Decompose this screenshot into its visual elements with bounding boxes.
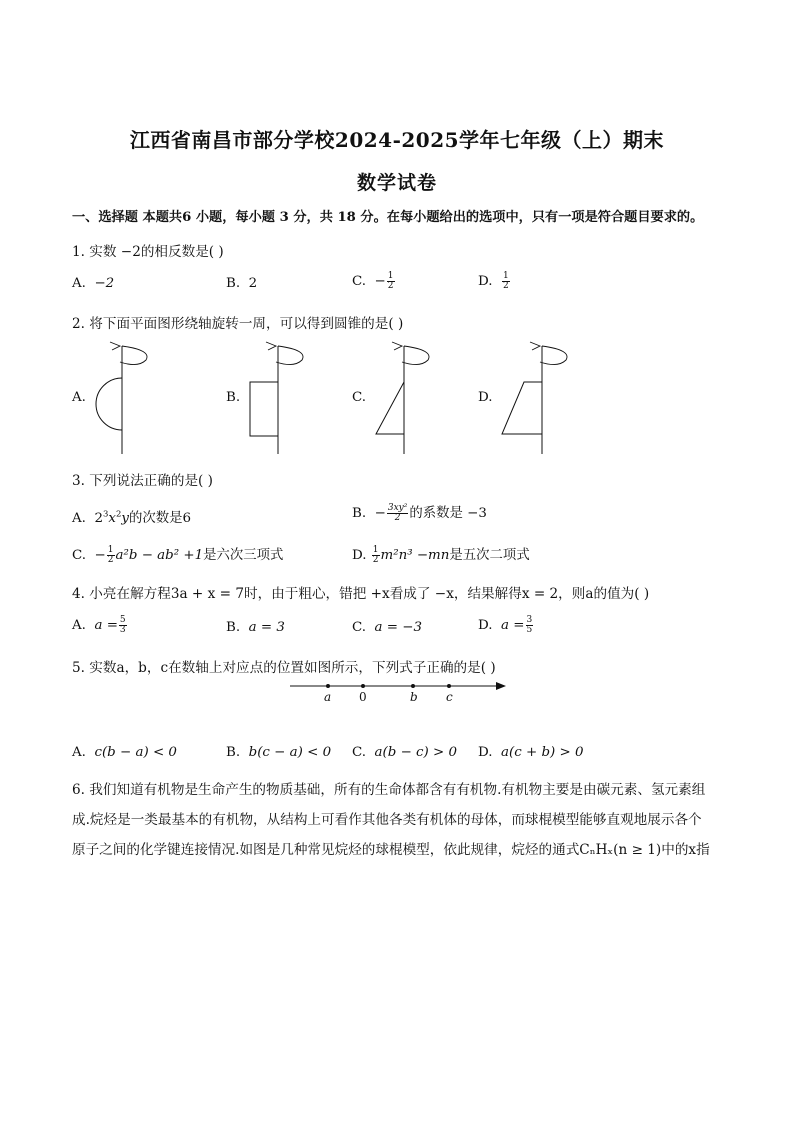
option-label: D.	[352, 548, 367, 563]
fraction	[502, 272, 510, 291]
question-2-stem: 2. 将下面平面图形绕轴旋转一周，可以得到圆锥的是( )	[72, 316, 404, 332]
label-b: b	[410, 690, 418, 704]
trapezoid-shape	[502, 382, 542, 434]
expression: b(c − a) < 0	[248, 745, 332, 760]
section-heading: 一、选择题 本题共6 小题，每小题 3 分，共 18 分。在每小题给出的选项中，只有一项是符合题目要求的。	[72, 210, 704, 225]
denominator: 3	[119, 625, 126, 635]
q5-option-d	[478, 745, 584, 760]
variable: y	[121, 511, 129, 526]
q2-option-d-label: D.	[478, 390, 493, 405]
exam-title: 江西省南昌市部分学校2024-2025学年七年级（上）期末	[129, 128, 665, 152]
rotation-arrow	[120, 346, 147, 365]
number-line	[288, 676, 512, 710]
numerator: 5	[119, 615, 126, 625]
option-label: B.	[352, 506, 367, 521]
label-a: a	[324, 690, 332, 704]
option-label: B.	[226, 745, 241, 760]
fraction	[107, 546, 115, 565]
expression: a(c + b) > 0	[501, 745, 584, 760]
point-b	[411, 684, 415, 688]
expression: a(b − c) > 0	[374, 745, 458, 760]
q1-option-b	[226, 276, 257, 291]
q4-option-b	[226, 620, 285, 635]
option-label: C.	[352, 274, 367, 289]
q3-option-d	[352, 544, 530, 565]
arrow-head	[530, 342, 540, 350]
option-label: D.	[478, 618, 493, 633]
numerator: 1	[387, 271, 394, 281]
fraction	[387, 272, 395, 291]
denominator: 2	[394, 513, 401, 523]
option-label: D.	[478, 745, 493, 760]
q5-option-a	[72, 745, 177, 760]
option-label: A.	[72, 618, 86, 633]
denominator: 2	[387, 281, 394, 291]
q1-option-a	[72, 276, 114, 291]
q3-option-b	[352, 502, 487, 523]
label-zero: 0	[359, 690, 367, 704]
sign: −	[374, 506, 386, 521]
numerator: 1	[503, 271, 509, 281]
q5-option-b	[226, 745, 331, 760]
option-label: A.	[72, 511, 86, 526]
fraction	[372, 546, 380, 565]
fraction	[387, 504, 409, 523]
q1-option-c	[352, 272, 396, 291]
denominator: 2	[503, 281, 509, 291]
point-c	[447, 684, 451, 688]
rotation-arrow	[276, 346, 303, 365]
point-zero	[361, 684, 365, 688]
rectangle-shape	[250, 382, 278, 436]
point-a	[326, 684, 330, 688]
rotation-arrow	[540, 346, 567, 365]
coefficient: 2	[94, 511, 103, 526]
axis-arrow-icon	[496, 682, 506, 690]
q2-figure-d	[500, 336, 570, 456]
arrow-head	[266, 342, 276, 350]
fraction	[526, 616, 534, 635]
q2-option-c-label: C.	[352, 390, 367, 405]
q4-option-a	[72, 616, 128, 635]
exponent: 3	[102, 509, 109, 520]
exam-subtitle: 数学试卷	[356, 172, 437, 194]
q2-option-b-label: B.	[226, 390, 241, 405]
q4-option-c	[352, 620, 422, 635]
numerator: 3xy²	[387, 503, 408, 513]
question-6-line-3: 原子之间的化学键连接情况.如图是几种常见烷烃的球棍模型，依此规律，烷烃的通式CₙHₓ(n ≥ 1)中的x指	[72, 842, 710, 858]
q3-option-c	[72, 544, 283, 565]
expression: c(b − a) < 0	[94, 745, 177, 760]
q5-option-c	[352, 745, 457, 760]
option-label: D.	[478, 274, 493, 289]
option-label: A.	[72, 745, 86, 760]
denominator: 2	[107, 555, 114, 565]
q2-figure-c	[370, 336, 440, 456]
sign: −	[94, 548, 106, 563]
statement-text: 的系数是 −3	[409, 506, 487, 521]
q1-option-d	[478, 272, 511, 291]
exponent: 2	[115, 509, 122, 520]
option-label: C.	[72, 548, 87, 563]
arrow-head	[392, 342, 402, 350]
question-6-line-1: 6. 我们知道有机物是生命产生的物质基础，所有的生命体都含有有机物.有机物主要是由碳元素、氢元素组	[72, 782, 706, 798]
option-label: C.	[352, 620, 367, 635]
option-label: A.	[72, 276, 86, 291]
option-value: −2	[94, 276, 115, 291]
arrow-head	[110, 342, 120, 350]
q4-option-d	[478, 616, 534, 635]
rotation-arrow	[402, 346, 429, 365]
expression: a = −3	[374, 620, 423, 635]
option-value: 2	[248, 276, 258, 291]
q2-figure-a	[90, 336, 160, 456]
q2-figure-b	[240, 336, 310, 456]
option-label: B.	[226, 276, 241, 291]
expression: a = 3	[248, 620, 285, 635]
variable: x	[108, 511, 116, 526]
statement-text: 是五次二项式	[449, 548, 530, 563]
numerator: 1	[107, 545, 114, 555]
expression: a =	[501, 618, 525, 633]
expression: a²b − ab² +1	[115, 548, 204, 563]
fraction	[119, 616, 127, 635]
numerator: 3	[526, 615, 533, 625]
statement-text: 的次数是6	[128, 511, 192, 526]
question-5-stem: 5. 实数a，b，c在数轴上对应点的位置如图所示，下列式子正确的是( )	[72, 660, 496, 676]
question-6-line-2: 成.烷烃是一类最基本的有机物，从结构上可看作其他各类有机体的母体，而球棍模型能够直观地展示各个	[72, 812, 702, 828]
question-4-stem: 4. 小亮在解方程3a + x = 7时，由于粗心，错把 +x看成了 −x，结果解得x = 2，则a的值为( )	[72, 586, 650, 602]
expression: m²n³ −mn	[380, 548, 450, 563]
expression: a =	[94, 618, 118, 633]
q2-option-a-label: A.	[72, 390, 86, 405]
triangle-shape	[376, 382, 404, 434]
q3-option-a	[72, 507, 191, 526]
numerator: 1	[372, 545, 379, 555]
question-3-stem: 3. 下列说法正确的是( )	[72, 473, 213, 489]
semicircle-shape	[96, 378, 122, 430]
statement-text: 是六次三项式	[203, 548, 284, 563]
label-c: c	[446, 690, 453, 704]
question-1-stem: 1. 实数 −2的相反数是( )	[72, 244, 224, 260]
denominator: 5	[526, 625, 533, 635]
option-sign: −	[374, 274, 386, 289]
option-label: B.	[226, 620, 241, 635]
denominator: 2	[372, 555, 379, 565]
option-label: C.	[352, 745, 367, 760]
